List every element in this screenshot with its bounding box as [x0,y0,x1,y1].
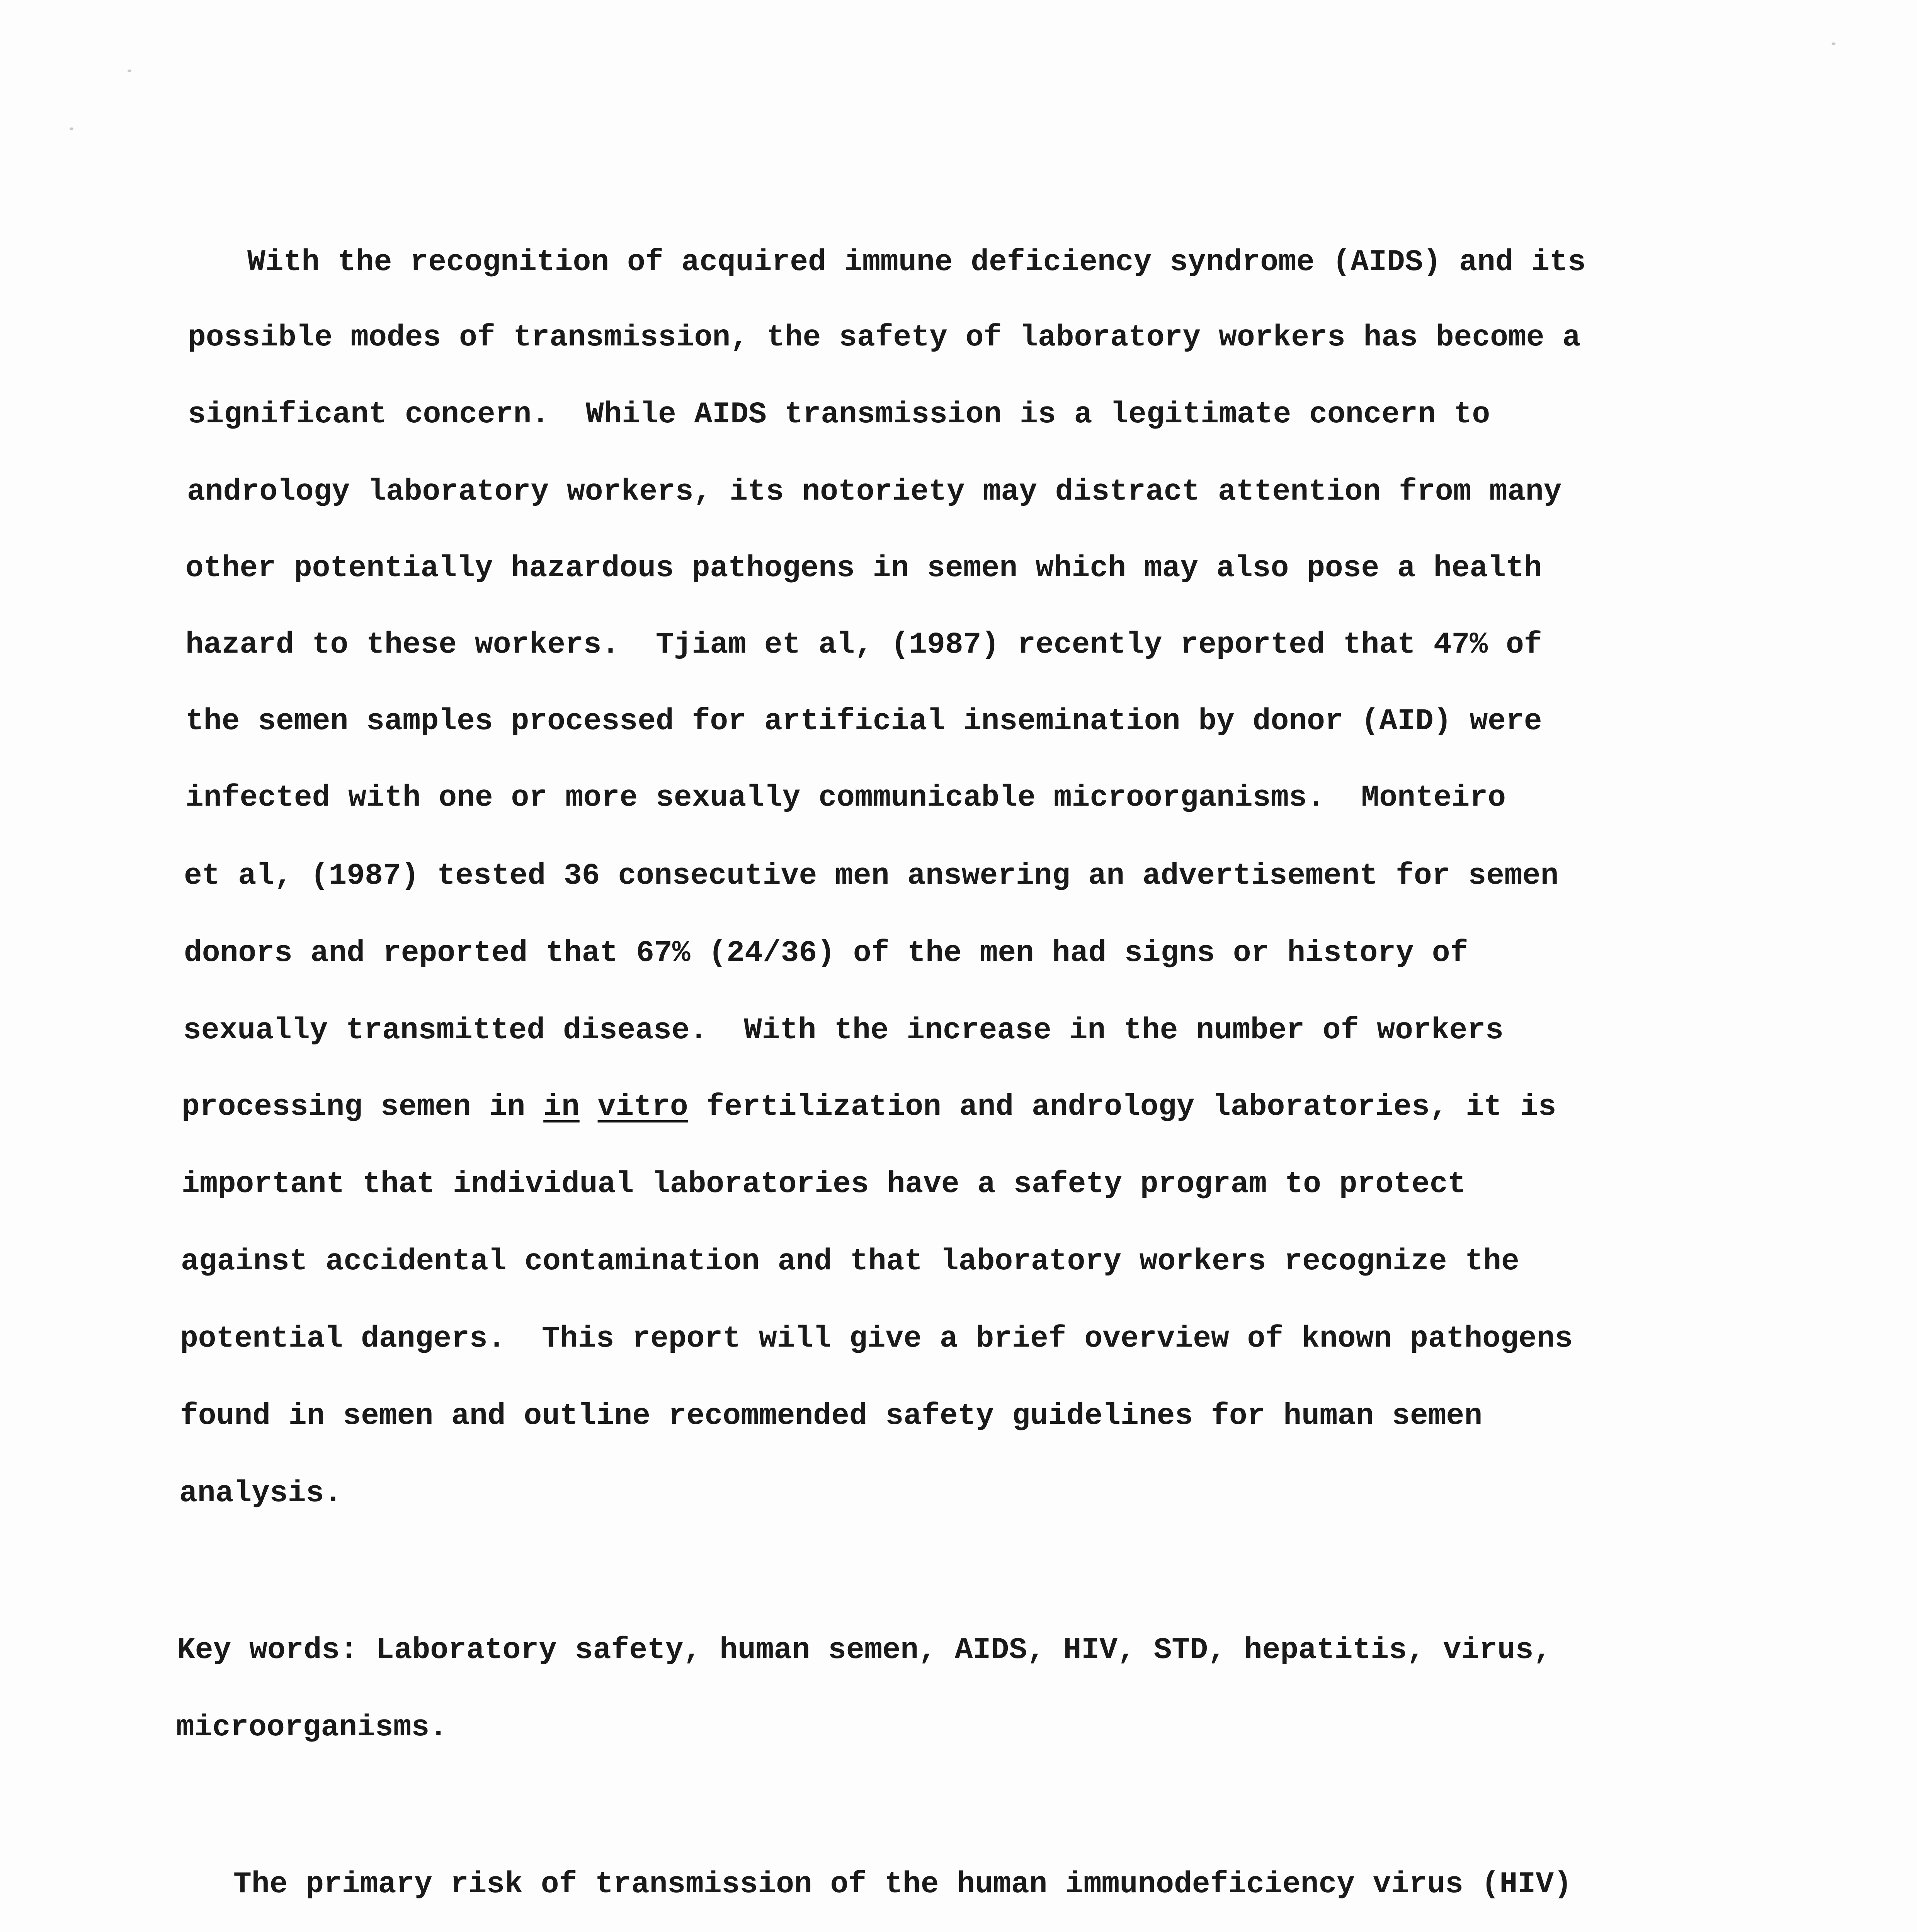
text-line: Key words: Laboratory safety, human semen, AIDS, HIV, STD, hepatitis, virus, [177,1633,1552,1667]
text-line: found in semen and outline recommended safety guidelines for human semen [180,1399,1483,1433]
underlined-term: vitro [597,1090,688,1124]
text-line: donors and reported that 67% (24/36) of the men had signs or history of [184,936,1468,970]
text-line: against accidental contamination and that laboratory workers recognize the [181,1245,1519,1279]
scan-speck [1832,43,1835,45]
scan-speck [70,128,73,130]
underlined-term: in [543,1090,580,1124]
text-line: important that individual laboratories have a safety program to protect [182,1167,1466,1201]
scan-speck [128,70,131,72]
text-line: andrology laboratory workers, its notoriety may distract attention from many [187,475,1562,509]
text-line: analysis. [179,1476,342,1510]
text-line: significant concern. While AIDS transmission is a legitimate concern to [188,398,1490,432]
text-line: the semen samples processed for artificial insemination by donor (AID) were [185,704,1542,738]
text-segment: processing semen in [182,1090,544,1124]
text-line: potential dangers. This report will give a brief overview of known pathogens [180,1322,1573,1356]
text-line: With the recognition of acquired immune deficiency syndrome (AIDS) and its [247,245,1586,279]
text-line [182,1092,1556,1122]
text-line: possible modes of transmission, the safety of laboratory workers has become a [188,321,1581,355]
text-line: microorganisms. [176,1711,448,1745]
text-line: infected with one or more sexually communicable microorganisms. Monteiro [185,781,1506,815]
text-line: other potentially hazardous pathogens in semen which may also pose a health [185,551,1542,585]
text-line: hazard to these workers. Tjiam et al, (1987) recently reported that 47% of [185,628,1542,662]
text-segment: fertilization and andrology laboratories, it is [688,1090,1556,1124]
text-line: et al, (1987) tested 36 consecutive men answering an advertisement for semen [184,859,1559,893]
text-segment [580,1090,598,1124]
text-line: The primary risk of transmission of the human immunodeficiency virus (HIV) [233,1867,1572,1901]
text-line: sexually transmitted disease. With the increase in the number of workers [183,1014,1504,1048]
